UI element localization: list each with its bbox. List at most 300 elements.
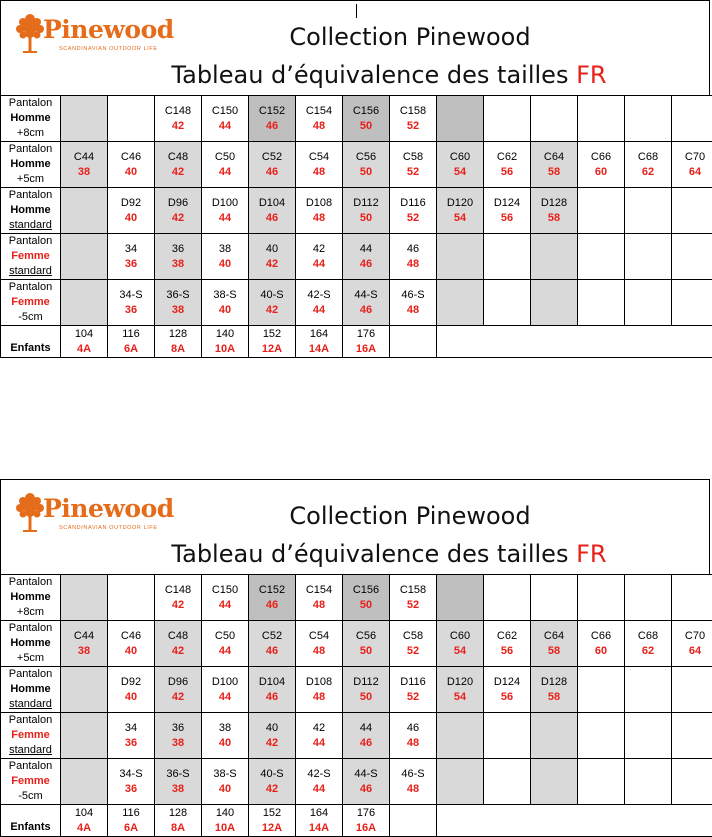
- size-code: 46-S: [390, 767, 436, 782]
- row-label-line: Homme: [1, 636, 60, 651]
- size-cell: [625, 188, 672, 234]
- size-cell: [437, 188, 484, 234]
- fr-size: 12A: [249, 821, 295, 836]
- size-code: 38: [202, 242, 248, 257]
- size-cell: [249, 280, 296, 326]
- size-code: C70: [672, 150, 712, 165]
- fr-size: 50: [343, 598, 389, 613]
- size-cell: [61, 713, 108, 759]
- fr-size: 52: [390, 598, 436, 613]
- fr-size: 54: [437, 690, 483, 705]
- size-cell: [202, 667, 249, 713]
- size-cell: [578, 234, 625, 280]
- size-code: 152: [249, 327, 295, 342]
- size-cell: [672, 188, 712, 234]
- size-cell: [531, 96, 578, 142]
- row-label: [1, 142, 61, 188]
- size-cell: [249, 805, 296, 837]
- size-cell: [61, 575, 108, 621]
- row-label-line: +5cm: [1, 172, 60, 187]
- fr-size: 46: [249, 165, 295, 180]
- brand-name: Pinewood: [43, 15, 174, 44]
- table-row: [1, 805, 712, 837]
- fr-size: 64: [672, 644, 712, 659]
- size-code: C54: [296, 150, 342, 165]
- size-cell: [108, 142, 155, 188]
- size-cell: [484, 280, 531, 326]
- fr-size: 44: [296, 782, 342, 797]
- size-code: C66: [578, 629, 624, 644]
- size-cell: [202, 713, 249, 759]
- size-code: D116: [390, 675, 436, 690]
- fr-size: 48: [296, 119, 342, 134]
- size-cell: [625, 621, 672, 667]
- row-label-line: +8cm: [1, 605, 60, 620]
- size-code: C56: [343, 150, 389, 165]
- table-row: [1, 326, 712, 358]
- size-cell: [108, 575, 155, 621]
- fr-size: 36: [108, 303, 154, 318]
- size-code: 36-S: [155, 767, 201, 782]
- size-cell: [296, 188, 343, 234]
- fr-size: 46: [343, 257, 389, 272]
- size-cell: [108, 188, 155, 234]
- table-row: [1, 142, 712, 188]
- fr-size: 52: [390, 165, 436, 180]
- size-code: C52: [249, 150, 295, 165]
- size-cell: [390, 188, 437, 234]
- row-label-line: standard: [1, 264, 60, 279]
- size-cell: [390, 326, 437, 358]
- size-cell: [343, 326, 390, 358]
- size-cell: [390, 667, 437, 713]
- size-code: C58: [390, 629, 436, 644]
- fr-size: 38: [155, 303, 201, 318]
- size-cell: [531, 621, 578, 667]
- fr-size: 62: [625, 165, 671, 180]
- size-code: C156: [343, 104, 389, 119]
- fr-size: 16A: [343, 821, 389, 836]
- size-cell: [296, 96, 343, 142]
- size-cell: [390, 142, 437, 188]
- size-cell: [249, 713, 296, 759]
- size-code: C50: [202, 150, 248, 165]
- size-code: 44-S: [343, 288, 389, 303]
- size-cell: [437, 96, 484, 142]
- size-cell: [531, 234, 578, 280]
- title-text: Tableau d’équivalence des tailles: [171, 540, 576, 568]
- size-cell: [390, 759, 437, 805]
- size-cell: [672, 575, 712, 621]
- fr-size: 38: [61, 644, 107, 659]
- size-cell: [484, 188, 531, 234]
- fr-size: 52: [390, 690, 436, 705]
- size-cell: [202, 96, 249, 142]
- size-code: 36: [155, 721, 201, 736]
- row-label: [1, 805, 61, 837]
- fr-size: 46: [249, 644, 295, 659]
- fr-size: 50: [343, 211, 389, 226]
- size-code: D104: [249, 675, 295, 690]
- fr-size: 36: [108, 782, 154, 797]
- table-row: [1, 759, 712, 805]
- fr-size: 46: [249, 119, 295, 134]
- table-row: [1, 575, 712, 621]
- row-label-line: +5cm: [1, 651, 60, 666]
- size-cell: [61, 280, 108, 326]
- size-code: C58: [390, 150, 436, 165]
- fr-size: 44: [202, 690, 248, 705]
- fr-size: 42: [155, 690, 201, 705]
- size-cell: [202, 326, 249, 358]
- size-cell: [61, 667, 108, 713]
- size-cell: [343, 805, 390, 837]
- fr-size: 38: [155, 257, 201, 272]
- fr-size: 48: [296, 165, 342, 180]
- size-cell: [155, 759, 202, 805]
- fr-size: 46: [249, 598, 295, 613]
- fr-size: 46: [343, 303, 389, 318]
- size-cell: [61, 234, 108, 280]
- size-code: D100: [202, 196, 248, 211]
- size-cell: [296, 759, 343, 805]
- size-cell: [625, 713, 672, 759]
- fr-size: 42: [155, 644, 201, 659]
- size-code: 36-S: [155, 288, 201, 303]
- fr-size: 42: [249, 782, 295, 797]
- size-cell: [343, 759, 390, 805]
- size-cell: [484, 621, 531, 667]
- size-code: C60: [437, 629, 483, 644]
- table-row: [1, 188, 712, 234]
- size-cell: [155, 805, 202, 837]
- size-cell: [343, 96, 390, 142]
- size-cell: [249, 142, 296, 188]
- size-code: 40: [249, 721, 295, 736]
- size-cell: [202, 142, 249, 188]
- title-line-1: Collection Pinewood: [1, 502, 709, 530]
- size-cell: [202, 575, 249, 621]
- size-code: C68: [625, 629, 671, 644]
- title-text: Tableau d’équivalence des tailles: [171, 61, 576, 89]
- row-label: [1, 759, 61, 805]
- size-code: C148: [155, 583, 201, 598]
- size-cell: [108, 280, 155, 326]
- size-cell: [343, 621, 390, 667]
- size-cell: [296, 234, 343, 280]
- size-code: 46-S: [390, 288, 436, 303]
- fr-size: 46: [249, 690, 295, 705]
- row-label-line: Homme: [1, 203, 60, 218]
- row-label-line: standard: [1, 743, 60, 758]
- size-cell: [155, 234, 202, 280]
- size-cell: [155, 575, 202, 621]
- size-cell: [343, 575, 390, 621]
- size-cell: [437, 142, 484, 188]
- row-label-line: Pantalon: [1, 188, 60, 203]
- size-cell: [61, 96, 108, 142]
- size-code: C158: [390, 104, 436, 119]
- size-cell: [672, 667, 712, 713]
- fr-size: 56: [484, 690, 530, 705]
- fr-size: 48: [296, 644, 342, 659]
- fr-size: 44: [296, 303, 342, 318]
- size-code: 46: [390, 721, 436, 736]
- row-label-line: Femme: [1, 774, 60, 789]
- size-cell: [296, 142, 343, 188]
- fr-size: 56: [484, 165, 530, 180]
- fr-size: 40: [202, 257, 248, 272]
- fr-size: 52: [390, 211, 436, 226]
- size-cell: [437, 713, 484, 759]
- size-cell: [108, 805, 155, 837]
- size-cell: [202, 621, 249, 667]
- table-row: [1, 96, 712, 142]
- size-cell: [108, 667, 155, 713]
- size-code: 42: [296, 721, 342, 736]
- size-code: C154: [296, 104, 342, 119]
- size-code: C62: [484, 150, 530, 165]
- fr-size: 36: [108, 736, 154, 751]
- size-cell: [343, 142, 390, 188]
- size-cell: [672, 713, 712, 759]
- size-code: 38: [202, 721, 248, 736]
- row-label-line: Femme: [1, 249, 60, 264]
- size-code: 40-S: [249, 767, 295, 782]
- fr-size: 42: [249, 736, 295, 751]
- size-code: C56: [343, 629, 389, 644]
- row-label-line: standard: [1, 697, 60, 712]
- size-cell: [390, 280, 437, 326]
- size-code: D92: [108, 196, 154, 211]
- size-code: 40-S: [249, 288, 295, 303]
- fr-size: 46: [249, 211, 295, 226]
- row-label-line: Homme: [1, 682, 60, 697]
- fr-size: 42: [155, 165, 201, 180]
- size-cell: [249, 234, 296, 280]
- fr-size: 6A: [108, 821, 154, 836]
- fr-size: 10A: [202, 342, 248, 357]
- size-cell: [61, 805, 108, 837]
- size-cell: [108, 759, 155, 805]
- size-cell: [296, 280, 343, 326]
- size-code: D124: [484, 196, 530, 211]
- size-cell: [484, 575, 531, 621]
- size-code: D96: [155, 675, 201, 690]
- brand-tagline: SCANDINAVIAN OUTDOOR LIFE: [59, 46, 158, 52]
- row-label: [1, 326, 61, 358]
- fr-size: 42: [155, 598, 201, 613]
- row-label-line: standard: [1, 218, 60, 233]
- size-code: D108: [296, 196, 342, 211]
- fr-size: 4A: [61, 821, 107, 836]
- fr-size: 48: [296, 598, 342, 613]
- size-code: D116: [390, 196, 436, 211]
- table-row: [1, 667, 712, 713]
- size-code: 42-S: [296, 767, 342, 782]
- row-label-line: Enfants: [1, 341, 60, 356]
- size-cell: [202, 188, 249, 234]
- size-cell: [249, 667, 296, 713]
- size-cell: [625, 667, 672, 713]
- fr-size: 58: [531, 211, 577, 226]
- fr-size: 52: [390, 119, 436, 134]
- table-row: [1, 234, 712, 280]
- size-cell: [155, 96, 202, 142]
- fr-size: 46: [343, 782, 389, 797]
- size-cell: [672, 621, 712, 667]
- size-cell: [390, 234, 437, 280]
- size-code: 164: [296, 806, 342, 821]
- row-label-line: Homme: [1, 157, 60, 172]
- size-cell: [484, 713, 531, 759]
- fr-size: 60: [578, 644, 624, 659]
- fr-size: 56: [484, 644, 530, 659]
- size-cell: [343, 713, 390, 759]
- row-label-line: Pantalon: [1, 280, 60, 295]
- row-label-line: -5cm: [1, 789, 60, 804]
- size-code: C70: [672, 629, 712, 644]
- size-code: C48: [155, 150, 201, 165]
- size-cell: [202, 805, 249, 837]
- size-code: 140: [202, 327, 248, 342]
- size-table: [0, 95, 712, 358]
- size-cell: [108, 96, 155, 142]
- fr-size: 42: [155, 119, 201, 134]
- fr-size: 52: [390, 644, 436, 659]
- size-cell: [578, 142, 625, 188]
- size-cell: [672, 280, 712, 326]
- size-cell: [155, 326, 202, 358]
- size-cell: [390, 96, 437, 142]
- fr-size: 14A: [296, 821, 342, 836]
- size-cell: [531, 142, 578, 188]
- fr-size: 44: [202, 165, 248, 180]
- size-cell: [531, 280, 578, 326]
- size-table: [0, 574, 712, 837]
- fr-size: 40: [108, 165, 154, 180]
- size-cell: [155, 188, 202, 234]
- fr-size: 50: [343, 690, 389, 705]
- size-cell: [155, 280, 202, 326]
- size-cell: [484, 142, 531, 188]
- size-code: C46: [108, 150, 154, 165]
- size-code: 176: [343, 327, 389, 342]
- size-code: C46: [108, 629, 154, 644]
- fr-size: 42: [155, 211, 201, 226]
- size-cell: [343, 188, 390, 234]
- fr-size: 48: [390, 303, 436, 318]
- size-code: C158: [390, 583, 436, 598]
- size-cell: [531, 713, 578, 759]
- size-code: 104: [61, 806, 107, 821]
- size-cell: [108, 234, 155, 280]
- size-code: 38-S: [202, 288, 248, 303]
- brand-name: Pinewood: [43, 494, 174, 523]
- size-cell: [155, 713, 202, 759]
- size-code: 42: [296, 242, 342, 257]
- fr-size: 54: [437, 165, 483, 180]
- size-cell: [437, 667, 484, 713]
- fr-size: 44: [202, 644, 248, 659]
- row-label-line: Pantalon: [1, 575, 60, 590]
- fr-size: 64: [672, 165, 712, 180]
- size-code: C154: [296, 583, 342, 598]
- size-cell: [249, 326, 296, 358]
- size-cell: [296, 667, 343, 713]
- fr-size: 48: [296, 211, 342, 226]
- size-code: 164: [296, 327, 342, 342]
- fr-size: 50: [343, 165, 389, 180]
- size-cell: [625, 142, 672, 188]
- fr-size: 42: [249, 257, 295, 272]
- size-code: C156: [343, 583, 389, 598]
- size-cell: [578, 188, 625, 234]
- row-label-line: Pantalon: [1, 96, 60, 111]
- fr-size: 10A: [202, 821, 248, 836]
- fr-size: 58: [531, 690, 577, 705]
- fr-size: 8A: [155, 821, 201, 836]
- size-code: 40: [249, 242, 295, 257]
- size-code: C148: [155, 104, 201, 119]
- row-label-line: Pantalon: [1, 142, 60, 157]
- size-cell: [108, 621, 155, 667]
- empty-area: [437, 805, 712, 837]
- row-label-line: Enfants: [1, 820, 60, 835]
- size-code: 44: [343, 242, 389, 257]
- size-cell: [390, 805, 437, 837]
- size-code: C52: [249, 629, 295, 644]
- size-cell: [202, 234, 249, 280]
- size-code: 34-S: [108, 767, 154, 782]
- size-code: 38-S: [202, 767, 248, 782]
- fr-size: 48: [390, 736, 436, 751]
- size-cell: [672, 96, 712, 142]
- size-cell: [390, 621, 437, 667]
- size-cell: [296, 621, 343, 667]
- size-code: 152: [249, 806, 295, 821]
- size-cell: [578, 96, 625, 142]
- size-cell: [296, 805, 343, 837]
- fr-size: 40: [202, 782, 248, 797]
- size-cell: [625, 759, 672, 805]
- row-label-line: Pantalon: [1, 621, 60, 636]
- size-cell: [484, 667, 531, 713]
- row-label: [1, 621, 61, 667]
- fr-size: 4A: [61, 342, 107, 357]
- size-cell: [437, 759, 484, 805]
- row-label: [1, 234, 61, 280]
- size-code: 34-S: [108, 288, 154, 303]
- fr-size: 44: [202, 119, 248, 134]
- title-line-2: [1, 61, 709, 89]
- fr-size: 50: [343, 119, 389, 134]
- row-label-line: Femme: [1, 728, 60, 743]
- size-cell: [437, 575, 484, 621]
- size-code: 44-S: [343, 767, 389, 782]
- size-cell: [296, 575, 343, 621]
- size-cell: [61, 326, 108, 358]
- fr-size: 6A: [108, 342, 154, 357]
- fr-size: 44: [296, 736, 342, 751]
- size-code: 46: [390, 242, 436, 257]
- fr-size: 48: [390, 782, 436, 797]
- size-cell: [531, 667, 578, 713]
- size-cell: [343, 280, 390, 326]
- size-code: C60: [437, 150, 483, 165]
- fr-size: 62: [625, 644, 671, 659]
- size-cell: [625, 234, 672, 280]
